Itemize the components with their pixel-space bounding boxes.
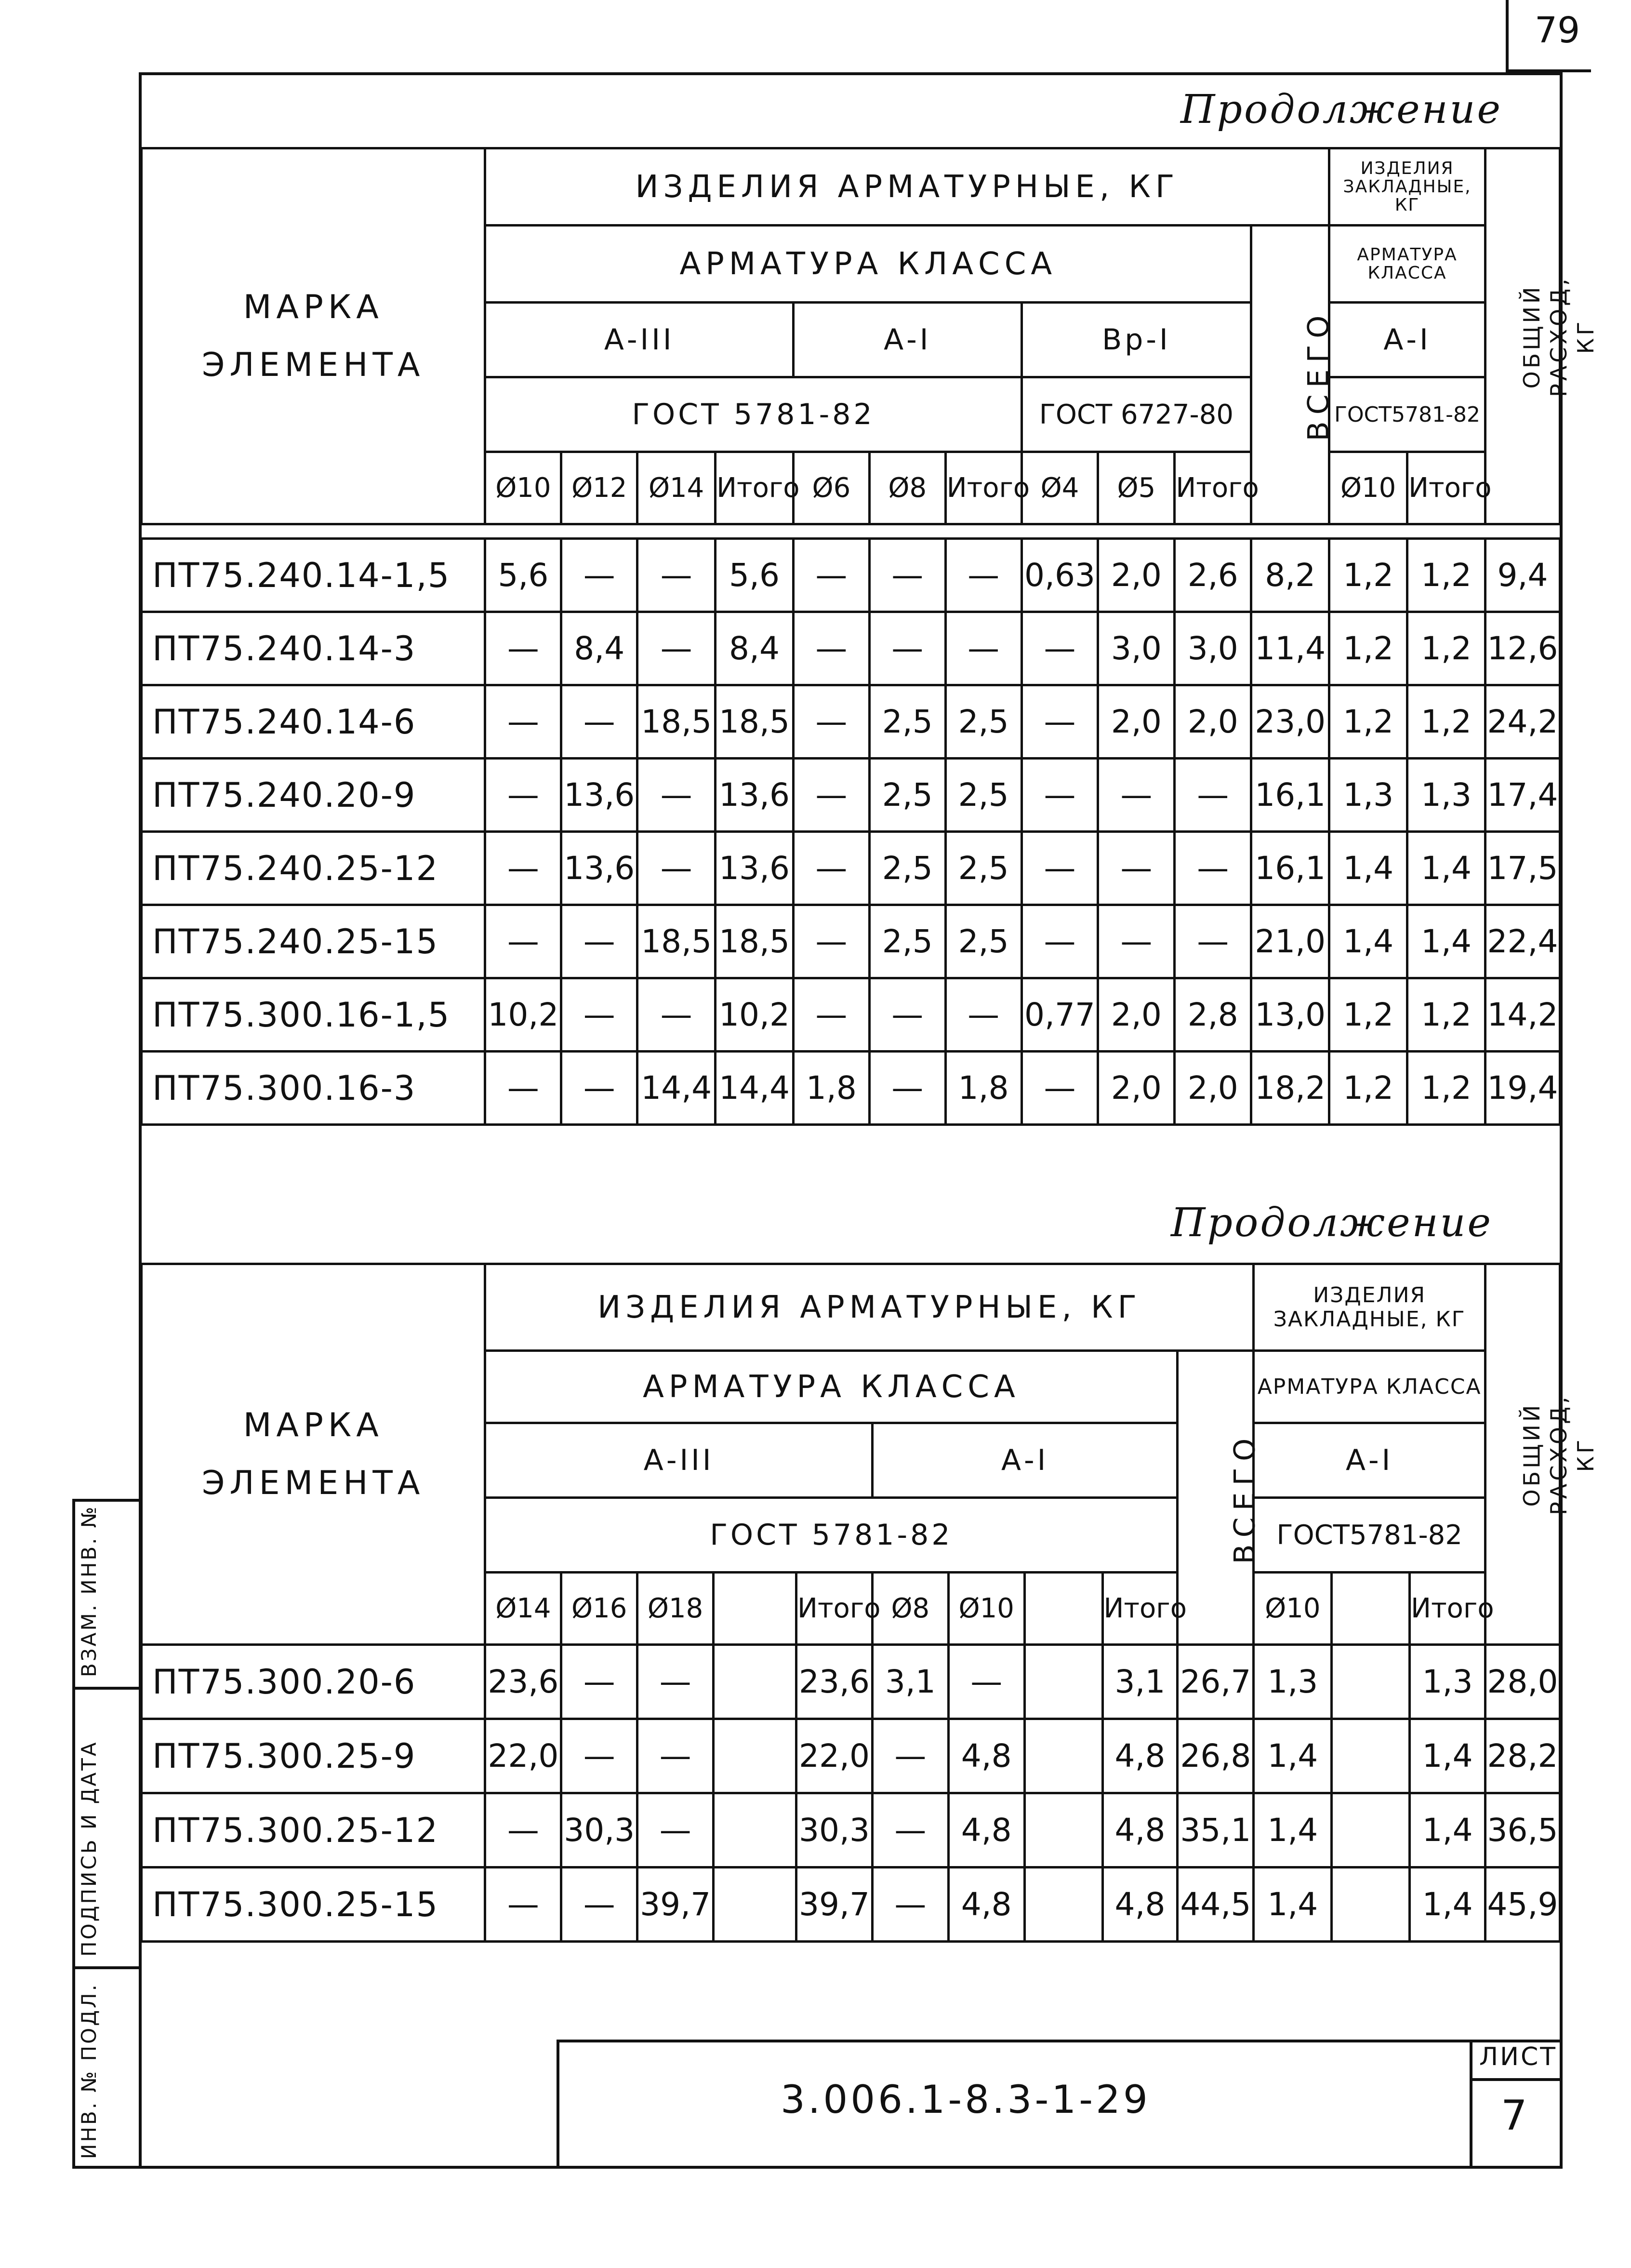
table2-dia: Ø8 bbox=[872, 1573, 948, 1645]
cell: 11,4 bbox=[1251, 612, 1329, 685]
cell: 17,5 bbox=[1485, 832, 1560, 905]
cell: 1,2 bbox=[1329, 978, 1407, 1052]
cell: — bbox=[561, 905, 637, 978]
table1-header-total: ВСЕГО bbox=[1251, 226, 1329, 524]
cell: 3,1 bbox=[872, 1645, 948, 1719]
cell: 2,0 bbox=[1098, 685, 1175, 759]
cell: 5,6 bbox=[485, 539, 561, 612]
cell: 13,6 bbox=[716, 832, 794, 905]
cell: — bbox=[1021, 832, 1098, 905]
margin-strip-top bbox=[72, 1499, 141, 1502]
table1-header-gost-a: ГОСТ 5781-82 bbox=[485, 377, 1021, 452]
cell: — bbox=[945, 539, 1021, 612]
cell: 1,2 bbox=[1407, 539, 1485, 612]
cell: 0,77 bbox=[1021, 978, 1098, 1052]
table2-header-class-a3: А-III bbox=[485, 1423, 872, 1498]
table1-header-class-a1-emb: А-I bbox=[1329, 303, 1485, 377]
cell: 1,4 bbox=[1410, 1719, 1485, 1793]
cell: 2,5 bbox=[869, 685, 945, 759]
table1-header-class-a1: А-I bbox=[793, 303, 1021, 377]
cell: 9,4 bbox=[1485, 539, 1560, 612]
cell bbox=[714, 1868, 796, 1942]
table1-dia: Ø8 bbox=[869, 452, 945, 524]
cell: — bbox=[945, 612, 1021, 685]
cell: 2,0 bbox=[1098, 978, 1175, 1052]
table-row bbox=[142, 832, 1560, 905]
cell: — bbox=[1098, 905, 1175, 978]
cell: — bbox=[1021, 612, 1098, 685]
table2 bbox=[140, 1263, 1599, 1943]
cell: 10,2 bbox=[485, 978, 561, 1052]
cell: — bbox=[561, 685, 637, 759]
table2-dia: Ø16 bbox=[561, 1573, 637, 1645]
table-row bbox=[142, 612, 1560, 685]
cell: 2,5 bbox=[945, 832, 1021, 905]
table1-header-class-a3: А-III bbox=[485, 303, 794, 377]
cell: 3,0 bbox=[1098, 612, 1175, 685]
cell: — bbox=[1021, 1052, 1098, 1125]
cell: 1,4 bbox=[1410, 1868, 1485, 1942]
table1-dia: Ø10 bbox=[485, 452, 561, 524]
cell: 1,4 bbox=[1407, 905, 1485, 978]
cell: 1,2 bbox=[1407, 1052, 1485, 1125]
cell: 28,2 bbox=[1485, 1719, 1560, 1793]
cell: 13,6 bbox=[716, 759, 794, 832]
cell: — bbox=[637, 1793, 714, 1868]
cell: — bbox=[869, 612, 945, 685]
row-mark: ПТ75.240.14-3 bbox=[142, 612, 485, 685]
table1-header-rebar-class-emb: АРМАТУРА КЛАССА bbox=[1329, 226, 1485, 303]
cell: — bbox=[561, 978, 637, 1052]
cell: 19,4 bbox=[1485, 1052, 1560, 1125]
cell: — bbox=[485, 1052, 561, 1125]
cell: 13,6 bbox=[561, 759, 637, 832]
table1-header-products-embedded: ИЗДЕЛИЯ ЗАКЛАДНЫЕ, КГ bbox=[1329, 148, 1485, 226]
cell: 1,3 bbox=[1407, 759, 1485, 832]
cell bbox=[1024, 1645, 1102, 1719]
cell: 14,2 bbox=[1485, 978, 1560, 1052]
cell: — bbox=[561, 1868, 637, 1942]
cell: — bbox=[1098, 759, 1175, 832]
margin-strip-divider-1 bbox=[72, 1687, 141, 1690]
page-number: 79 bbox=[1535, 10, 1580, 51]
table1-header-overall: ОБЩИЙ РАСХОД, КГ bbox=[1485, 148, 1560, 524]
table-row bbox=[142, 759, 1560, 832]
cell: — bbox=[1098, 832, 1175, 905]
cell: — bbox=[561, 1645, 637, 1719]
cell: — bbox=[872, 1793, 948, 1868]
cell: 30,3 bbox=[561, 1793, 637, 1868]
row-mark: ПТ75.300.16-3 bbox=[142, 1052, 485, 1125]
table2-dia: Ø10 bbox=[948, 1573, 1024, 1645]
cell: 45,9 bbox=[1485, 1868, 1560, 1942]
table1-dia: Ø14 bbox=[637, 452, 716, 524]
cell: 1,2 bbox=[1407, 978, 1485, 1052]
row-mark: ПТ75.240.25-12 bbox=[142, 832, 485, 905]
table2-header-gost-emb: ГОСТ5781-82 bbox=[1254, 1498, 1485, 1573]
cell: 2,0 bbox=[1175, 1052, 1251, 1125]
table1-dia: Итого bbox=[945, 452, 1021, 524]
cell: 4,8 bbox=[1102, 1868, 1178, 1942]
cell: 24,2 bbox=[1485, 685, 1560, 759]
cell: 22,0 bbox=[796, 1719, 873, 1793]
cell: 1,4 bbox=[1407, 832, 1485, 905]
frame-bottom bbox=[72, 2166, 1563, 2169]
table1-dia: Итого bbox=[716, 452, 794, 524]
cell: — bbox=[1175, 832, 1251, 905]
cell: 3,0 bbox=[1175, 612, 1251, 685]
table2-dia: Ø18 bbox=[637, 1573, 714, 1645]
stamp-sheet-label: ЛИСТ bbox=[1479, 2042, 1558, 2071]
table2-dia: Итого bbox=[796, 1573, 873, 1645]
row-mark: ПТ75.300.25-12 bbox=[142, 1793, 485, 1868]
cell: — bbox=[793, 832, 869, 905]
table1-dia: Ø6 bbox=[793, 452, 869, 524]
cell: — bbox=[485, 905, 561, 978]
cell: — bbox=[1021, 905, 1098, 978]
cell bbox=[1332, 1793, 1410, 1868]
cell: 4,8 bbox=[948, 1793, 1024, 1868]
cell: 2,5 bbox=[869, 759, 945, 832]
cell: — bbox=[637, 759, 716, 832]
cell: — bbox=[945, 978, 1021, 1052]
cell: — bbox=[1021, 685, 1098, 759]
row-mark: ПТ75.300.20-6 bbox=[142, 1645, 485, 1719]
table-row bbox=[142, 978, 1560, 1052]
cell: 1,2 bbox=[1329, 539, 1407, 612]
cell: 17,4 bbox=[1485, 759, 1560, 832]
cell: 23,0 bbox=[1251, 685, 1329, 759]
table2-header-mark: МАРКА ЭЛЕМЕНТА bbox=[142, 1264, 485, 1645]
cell: 2,6 bbox=[1175, 539, 1251, 612]
side-label-sign: ПОДПИСЬ И ДАТА bbox=[77, 1740, 101, 1957]
cell: 2,0 bbox=[1098, 1052, 1175, 1125]
cell: 13,6 bbox=[561, 832, 637, 905]
cell: 1,8 bbox=[793, 1052, 869, 1125]
table2-continuation-label: Продолжение bbox=[1171, 1200, 1493, 1246]
table-row bbox=[142, 905, 1560, 978]
table-row bbox=[142, 685, 1560, 759]
cell: 2,5 bbox=[869, 832, 945, 905]
cell: 14,4 bbox=[637, 1052, 716, 1125]
cell: 18,5 bbox=[637, 685, 716, 759]
cell bbox=[1024, 1793, 1102, 1868]
table2-dia: Итого bbox=[1102, 1573, 1178, 1645]
table2-header-products-rebar: ИЗДЕЛИЯ АРМАТУРНЫЕ, КГ bbox=[485, 1264, 1254, 1351]
cell: 18,5 bbox=[637, 905, 716, 978]
cell: — bbox=[485, 612, 561, 685]
table1-header-gost-emb: ГОСТ5781-82 bbox=[1329, 377, 1485, 452]
cell: — bbox=[637, 1645, 714, 1719]
cell: — bbox=[793, 978, 869, 1052]
cell: — bbox=[485, 1868, 561, 1942]
table2-header-class-a1: А-I bbox=[872, 1423, 1177, 1498]
cell: 18,2 bbox=[1251, 1052, 1329, 1125]
cell: 2,8 bbox=[1175, 978, 1251, 1052]
cell: — bbox=[485, 1793, 561, 1868]
cell bbox=[1024, 1868, 1102, 1942]
cell: 1,2 bbox=[1407, 685, 1485, 759]
cell: 18,5 bbox=[716, 685, 794, 759]
cell: — bbox=[1021, 759, 1098, 832]
cell: — bbox=[793, 539, 869, 612]
cell: — bbox=[637, 978, 716, 1052]
cell: 23,6 bbox=[796, 1645, 873, 1719]
cell: 5,6 bbox=[716, 539, 794, 612]
stamp-document-code: 3.006.1-8.3-1-29 bbox=[781, 2077, 1151, 2122]
cell: 1,4 bbox=[1329, 905, 1407, 978]
cell: — bbox=[637, 1719, 714, 1793]
cell: 1,3 bbox=[1329, 759, 1407, 832]
table-row bbox=[142, 1645, 1560, 1719]
margin-strip-left bbox=[72, 1499, 75, 2169]
cell: — bbox=[793, 905, 869, 978]
table2-header-rebar-class-emb: АРМАТУРА КЛАССА bbox=[1254, 1351, 1485, 1423]
table-row bbox=[142, 1793, 1560, 1868]
cell: — bbox=[637, 539, 716, 612]
cell: — bbox=[561, 1719, 637, 1793]
cell: — bbox=[1175, 759, 1251, 832]
cell bbox=[714, 1793, 796, 1868]
table1-dia: Ø12 bbox=[561, 452, 637, 524]
cell: 36,5 bbox=[1485, 1793, 1560, 1868]
stamp-sheet-number: 7 bbox=[1501, 2092, 1527, 2140]
row-mark: ПТ75.240.14-1,5 bbox=[142, 539, 485, 612]
cell: 1,2 bbox=[1329, 1052, 1407, 1125]
cell: — bbox=[793, 685, 869, 759]
cell: — bbox=[637, 612, 716, 685]
cell: 18,5 bbox=[716, 905, 794, 978]
stamp-left-border bbox=[557, 2040, 559, 2169]
table1-dia: Итого bbox=[1407, 452, 1485, 524]
cell: — bbox=[561, 1052, 637, 1125]
cell: 1,2 bbox=[1329, 612, 1407, 685]
cell: — bbox=[872, 1868, 948, 1942]
cell: 2,0 bbox=[1175, 685, 1251, 759]
cell: — bbox=[637, 832, 716, 905]
side-label-vzam: ВЗАМ. ИНВ. № bbox=[77, 1505, 101, 1677]
cell: — bbox=[561, 539, 637, 612]
cell: — bbox=[869, 539, 945, 612]
table2-dia: Итого bbox=[1410, 1573, 1485, 1645]
table2-header-total: ВСЕГО bbox=[1178, 1351, 1254, 1645]
table2-dia bbox=[1024, 1573, 1102, 1645]
cell: 2,5 bbox=[945, 685, 1021, 759]
cell bbox=[714, 1719, 796, 1793]
cell: 8,4 bbox=[561, 612, 637, 685]
cell: 1,3 bbox=[1410, 1645, 1485, 1719]
table1-continuation-label: Продолжение bbox=[1180, 87, 1503, 133]
cell: 35,1 bbox=[1178, 1793, 1254, 1868]
cell: 39,7 bbox=[796, 1868, 873, 1942]
cell: 22,4 bbox=[1485, 905, 1560, 978]
cell: 2,0 bbox=[1098, 539, 1175, 612]
cell: 1,4 bbox=[1329, 832, 1407, 905]
cell: 12,6 bbox=[1485, 612, 1560, 685]
cell: 16,1 bbox=[1251, 759, 1329, 832]
cell: 0,63 bbox=[1021, 539, 1098, 612]
cell: 26,7 bbox=[1178, 1645, 1254, 1719]
cell: 3,1 bbox=[1102, 1645, 1178, 1719]
cell: 39,7 bbox=[637, 1868, 714, 1942]
margin-strip-divider-2 bbox=[72, 1966, 141, 1969]
row-mark: ПТ75.300.25-15 bbox=[142, 1868, 485, 1942]
table1-header-gost-b: ГОСТ 6727-80 bbox=[1021, 377, 1251, 452]
cell: — bbox=[1175, 905, 1251, 978]
table-row bbox=[142, 539, 1560, 612]
cell: 4,8 bbox=[1102, 1793, 1178, 1868]
page-number-box-left bbox=[1506, 0, 1509, 72]
stamp-sheet-divider bbox=[1470, 2040, 1472, 2169]
table2-header-overall: ОБЩИЙ РАСХОД, КГ bbox=[1485, 1264, 1560, 1645]
cell: — bbox=[872, 1719, 948, 1793]
cell: — bbox=[869, 978, 945, 1052]
table1-dia: Итого bbox=[1175, 452, 1251, 524]
table1-dia: Ø5 bbox=[1098, 452, 1175, 524]
cell: 4,8 bbox=[948, 1868, 1024, 1942]
cell: 1,8 bbox=[945, 1052, 1021, 1125]
cell: 8,2 bbox=[1251, 539, 1329, 612]
cell: — bbox=[793, 612, 869, 685]
cell bbox=[1332, 1719, 1410, 1793]
frame-top bbox=[139, 72, 1563, 75]
cell: 30,3 bbox=[796, 1793, 873, 1868]
cell: 10,2 bbox=[716, 978, 794, 1052]
table1-dia: Ø10 bbox=[1329, 452, 1407, 524]
table2-dia: Ø10 bbox=[1254, 1573, 1332, 1645]
cell: 44,5 bbox=[1178, 1868, 1254, 1942]
cell bbox=[1332, 1868, 1410, 1942]
cell: — bbox=[793, 759, 869, 832]
cell: 1,2 bbox=[1407, 612, 1485, 685]
cell: 1,4 bbox=[1254, 1793, 1332, 1868]
cell: 23,6 bbox=[485, 1645, 561, 1719]
cell bbox=[714, 1645, 796, 1719]
side-label-inv: ИНВ. № ПОДЛ. bbox=[77, 1983, 101, 2159]
cell: 4,8 bbox=[948, 1719, 1024, 1793]
cell: — bbox=[485, 759, 561, 832]
table1-header-class-vr1: Вр-I bbox=[1021, 303, 1251, 377]
table2-dia: Ø14 bbox=[485, 1573, 561, 1645]
cell: 1,4 bbox=[1254, 1868, 1332, 1942]
cell: 28,0 bbox=[1485, 1645, 1560, 1719]
cell: 22,0 bbox=[485, 1719, 561, 1793]
table2-header-class-a1-emb: А-I bbox=[1254, 1423, 1485, 1498]
table-row bbox=[142, 1719, 1560, 1793]
table-row bbox=[142, 1868, 1560, 1942]
row-mark: ПТ75.240.20-9 bbox=[142, 759, 485, 832]
cell: 2,5 bbox=[945, 759, 1021, 832]
row-mark: ПТ75.300.16-1,5 bbox=[142, 978, 485, 1052]
cell: 2,5 bbox=[945, 905, 1021, 978]
cell: 1,2 bbox=[1329, 685, 1407, 759]
table1-header-products-rebar: ИЗДЕЛИЯ АРМАТУРНЫЕ, КГ bbox=[485, 148, 1329, 226]
cell: — bbox=[948, 1645, 1024, 1719]
table2-header-gost-a: ГОСТ 5781-82 bbox=[485, 1498, 1178, 1573]
table1 bbox=[140, 147, 1599, 1126]
cell: 26,8 bbox=[1178, 1719, 1254, 1793]
cell: 1,4 bbox=[1410, 1793, 1485, 1868]
row-mark: ПТ75.240.25-15 bbox=[142, 905, 485, 978]
cell: — bbox=[485, 832, 561, 905]
cell: 1,3 bbox=[1254, 1645, 1332, 1719]
cell: 4,8 bbox=[1102, 1719, 1178, 1793]
table2-dia bbox=[1332, 1573, 1410, 1645]
row-mark: ПТ75.300.25-9 bbox=[142, 1719, 485, 1793]
table-row bbox=[142, 1052, 1560, 1125]
table2-dia bbox=[714, 1573, 796, 1645]
table2-header-products-embedded: ИЗДЕЛИЯ ЗАКЛАДНЫЕ, КГ bbox=[1254, 1264, 1485, 1351]
cell: 8,4 bbox=[716, 612, 794, 685]
cell: — bbox=[485, 685, 561, 759]
table1-header-mark: МАРКА ЭЛЕМЕНТА bbox=[142, 148, 485, 524]
table1-dia: Ø4 bbox=[1021, 452, 1098, 524]
table1-header-rebar-class: АРМАТУРА КЛАССА bbox=[485, 226, 1251, 303]
cell: 21,0 bbox=[1251, 905, 1329, 978]
cell: 2,5 bbox=[869, 905, 945, 978]
stamp-top-border bbox=[557, 2040, 1561, 2042]
cell: 1,4 bbox=[1254, 1719, 1332, 1793]
row-mark: ПТ75.240.14-6 bbox=[142, 685, 485, 759]
stamp-sheet-label-divider bbox=[1470, 2078, 1561, 2081]
cell: 14,4 bbox=[716, 1052, 794, 1125]
cell bbox=[1024, 1719, 1102, 1793]
table2-header-rebar-class: АРМАТУРА КЛАССА bbox=[485, 1351, 1178, 1423]
table1-gap bbox=[142, 524, 1560, 539]
cell: 16,1 bbox=[1251, 832, 1329, 905]
cell bbox=[1332, 1645, 1410, 1719]
cell: — bbox=[869, 1052, 945, 1125]
cell: 13,0 bbox=[1251, 978, 1329, 1052]
